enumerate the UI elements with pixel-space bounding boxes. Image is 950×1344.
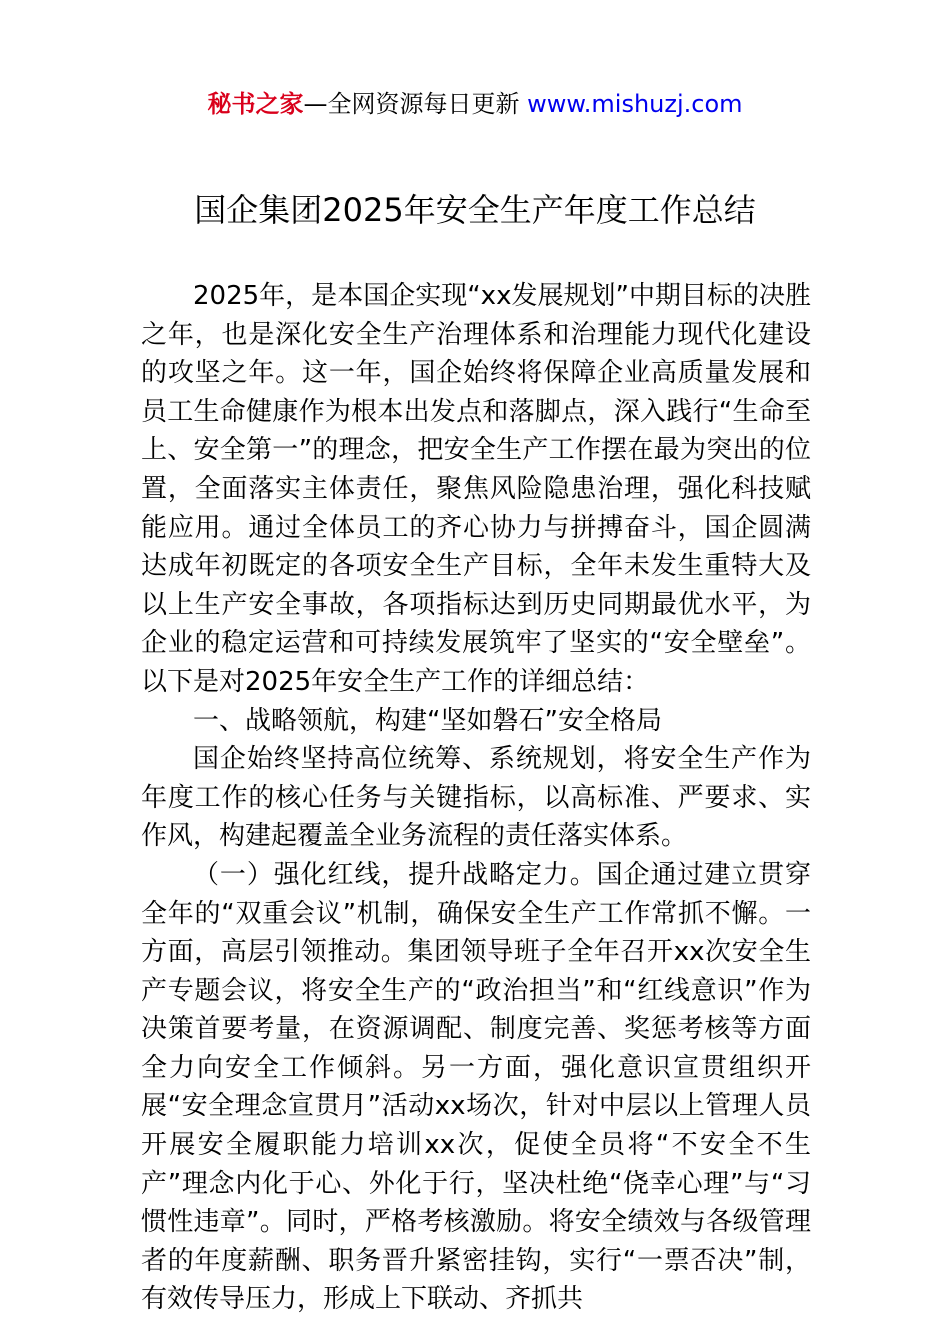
section-heading-1: 一、战略领航，构建“坚如磐石”安全格局 [193,705,662,736]
site-banner [0,88,950,120]
document-title: 国企集团2025年安全生产年度工作总结 [194,191,756,229]
site-tagline: —全网资源每日更新 [303,90,528,118]
site-url-link[interactable]: www.mishuzj.com [527,90,743,118]
subsection-1-paragraph: （一）强化红线，提升战略定力。国企通过建立贯穿全年的“双重会议”机制，确保安全生产工作常抓不懈。一方面，高层引领推动。集团领导班子全年召开xx次安全生产专题会议，将安全生产的“政治担当”和“红线意识”作为决策首要考量，在资源调配、制度完善、奖惩考核等方面全力向安全工作倾斜。另一方面，强化意识宣贯组织开展“安全理念宣贯月”活动xx场次，针对中层以上管理人员开展安全履职能力培训xx次，促使全员将“不安全不生产”理念内化于心、外化于行，坚决杜绝“侥幸心理”与“习惯性违章”。同时，严格考核激励。将安全绩效与各级管理者的年度薪酬、职务晋升紧密挂钩，实行“一票否决”制，有效传导压力，形成上下联动、齐抓共 [141,859,811,1315]
intro-paragraph: 2025年，是本国企实现“xx发展规划”中期目标的决胜之年，也是深化安全生产治理体系和治理能力现代化建设的攻坚之年。这一年，国企始终将保障企业高质量发展和员工生命健康作为根本出发点和落脚点，深入践行“生命至上、安全第一”的理念，把安全生产工作摆在最为突出的位置，全面落实主体责任，聚焦风险隐患治理，强化科技赋能应用。通过全体员工的齐心协力与拼搏奋斗，国企圆满达成年初既定的各项安全生产目标，全年未发生重特大及以上生产安全事故，各项指标达到历史同期最优水平，为企业的稳定运营和可持续发展筑牢了坚实的“安全壁垒”。以下是对2025年安全生产工作的详细总结： [141,281,811,697]
site-brand: 秘书之家 [207,90,304,118]
section-1-paragraph: 国企始终坚持高位统筹、系统规划，将安全生产作为年度工作的核心任务与关键指标，以高标准、严要求、实作风，构建起覆盖全业务流程的责任落实体系。 [141,744,811,852]
document-body [141,277,811,1319]
